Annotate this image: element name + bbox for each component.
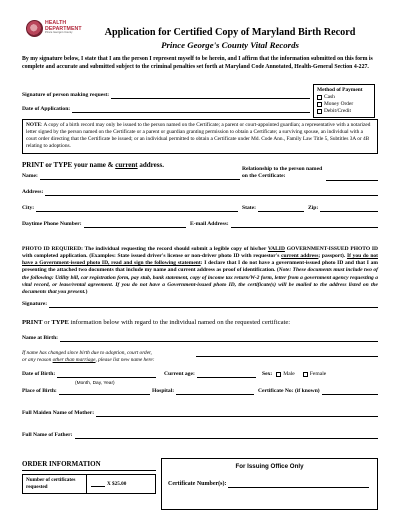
female-label: Female <box>309 371 327 377</box>
mother-name-field[interactable] <box>96 412 378 417</box>
father-name-label: Full Name of Father: <box>22 432 73 438</box>
phone-field[interactable] <box>84 223 186 228</box>
sex-label: Sex: <box>262 371 273 377</box>
order-heading: ORDER INFORMATION <box>22 460 101 468</box>
county-seal-icon <box>26 20 43 37</box>
form-subtitle: Prince George's County Vital Records <box>161 40 299 50</box>
email-label: E-mail Address: <box>190 221 229 227</box>
photo-signature-field[interactable] <box>49 303 378 308</box>
city-field[interactable] <box>36 207 238 212</box>
father-name-row <box>22 432 378 439</box>
certificates-count-field[interactable] <box>91 482 105 487</box>
certificates-count-label: Number of certificates requested <box>23 475 87 493</box>
date-application-label: Date of Application: <box>22 106 71 112</box>
phone-row <box>22 221 186 228</box>
hospital-label: Hospital: <box>152 388 175 394</box>
current-age-row <box>164 371 256 378</box>
dob-format-hint: (Month, Day, Year) <box>75 381 115 386</box>
date-application-row <box>22 106 310 113</box>
new-name-field[interactable] <box>196 352 378 357</box>
requester-signature-row <box>22 92 310 99</box>
state-row <box>242 205 304 212</box>
hospital-row <box>152 388 254 395</box>
address-field[interactable] <box>45 191 378 196</box>
mother-name-label: Full Maiden Name of Mother: <box>22 410 95 416</box>
registrant-heading: PRINT or TYPE information below with regard to the individual named on the requested certificate: <box>22 319 291 326</box>
dob-field[interactable] <box>57 373 156 378</box>
certificate-no-label: Certificate No: (if known) <box>258 388 320 394</box>
certificate-numbers-label: Certificate Number(s): <box>168 481 227 487</box>
name-at-birth-field[interactable] <box>60 337 378 342</box>
payment-option-cash[interactable]: Cash <box>317 94 371 101</box>
address-row <box>22 189 378 196</box>
city-row <box>22 205 238 212</box>
current-age-label: Current age: <box>164 371 195 377</box>
applicant-name-label: Name: <box>22 173 38 179</box>
requester-signature-field[interactable] <box>111 94 310 99</box>
city-label: City: <box>22 205 35 211</box>
pob-label: Place of Birth: <box>22 388 57 394</box>
name-at-birth-label: Name at Birth: <box>22 335 59 341</box>
state-field[interactable] <box>258 207 304 212</box>
photo-signature-label: Signature: <box>22 301 48 307</box>
address-label: Address: <box>22 189 44 195</box>
eligibility-note <box>22 119 378 154</box>
new-name-row <box>196 352 378 357</box>
logo-line2-text: DEPARTMENT <box>45 25 82 32</box>
requester-signature-label: Signature of person making request: <box>22 92 110 98</box>
payment-option-money-order[interactable]: Money Order <box>317 101 371 108</box>
issuing-office-heading: For Issuing Office Only <box>235 463 304 470</box>
debit-credit-checkbox[interactable] <box>317 109 322 114</box>
cash-checkbox[interactable] <box>317 95 322 100</box>
dob-row <box>22 371 156 378</box>
declaration-text: By my signature below, I state that I am the person I represent myself to be herein, and I affirm that the information submitted on this form is complete and accurate and submitted subject to the criminal penalties set forth at Maryland Code Annotated, Health-General Section 4-227. <box>22 56 373 70</box>
zip-field[interactable] <box>320 207 378 212</box>
note-text: : A copy of a birth record may only be issued to the person named on the Certificate; a parent or court-appointed guardian; a representative with a notarized letter signed by the person named on the Certificate or a parent or guardian granting permission to obtain a Certificate; a surviving spouse, an individual with a court order directing that the Certificate be issued; or an individual permitted to obtain a Certificate under Md. Code Ann., Family Law Title 5, Subtitles 3A or 4B relating to adoptions. <box>26 122 371 149</box>
pob-row <box>22 388 150 395</box>
certificate-no-row <box>258 388 378 395</box>
relationship-label: Relationship to the person named on the Certificate: <box>242 166 323 180</box>
female-checkbox[interactable] <box>303 372 308 377</box>
certificate-numbers-row <box>168 481 369 488</box>
phone-label: Daytime Phone Number: <box>22 221 82 227</box>
name-change-hint: If name has changed since birth due to adoption, court order, or any reason other than marriage, please list new name here: <box>22 350 155 363</box>
name-at-birth-row <box>22 335 378 342</box>
relationship-row <box>242 166 378 181</box>
hospital-field[interactable] <box>176 390 254 395</box>
certificate-no-field[interactable] <box>322 390 378 395</box>
certificate-numbers-field[interactable] <box>228 483 369 488</box>
applicant-name-row <box>22 173 240 180</box>
father-name-field[interactable] <box>75 434 379 439</box>
order-box <box>22 474 156 494</box>
mother-name-row <box>22 410 378 417</box>
photo-id-requirement: PHOTO ID REQUIRED: The individual requesting the record should submit a legible copy of his/her VALID GOVERNMENT-ISSUED PHOTO ID with completed application. (Examples: State issued driver's license or non-driver photo ID with requestor's current address; passport). If you do not have a Government-issued photo ID, read and sign the following statement: I declare that I do not have a government-issued photo ID and that I am presenting the attached two documents that include my name and current address as proof of identification. (Note: These documents must include two of the following: Utility bill, car registration form, pay stub, bank statement, copy of income tax return/W-2 form, letter from a government agency requesting a vital record, or lease/rental agreement. If you do not have a Government-issued photo ID, the certificate(s) will be mailed to the address listed on the documents that you present.) <box>22 246 379 295</box>
relationship-field[interactable] <box>326 176 378 181</box>
payment-heading: Method of Payment <box>317 86 363 93</box>
state-label: State: <box>242 205 256 211</box>
order-divider <box>22 470 156 471</box>
applicant-name-field[interactable] <box>40 175 240 180</box>
certificate-price: X $25.00 <box>107 480 127 487</box>
pob-field[interactable] <box>59 390 150 395</box>
dob-label: Date of Birth: <box>22 371 56 377</box>
logo-sub-text: Prince George's County <box>45 30 73 34</box>
payment-method-box <box>313 84 375 118</box>
sex-row <box>262 371 378 378</box>
male-checkbox[interactable] <box>276 372 281 377</box>
payment-option-debit-credit[interactable]: Debit/Credit <box>317 108 371 115</box>
logo-main-text: HEALTH <box>45 20 67 27</box>
date-application-field[interactable] <box>72 108 310 113</box>
note-label: NOTE <box>26 122 42 128</box>
form-title: Application for Certified Copy of Maryland Birth Record <box>104 27 356 38</box>
money-order-checkbox[interactable] <box>317 102 322 107</box>
applicant-heading: PRINT or TYPE your name & current address. <box>22 161 164 169</box>
male-label: Male <box>283 371 295 377</box>
zip-label: Zip: <box>308 205 319 211</box>
current-age-field[interactable] <box>197 373 256 378</box>
email-row <box>190 221 378 228</box>
zip-row <box>308 205 378 212</box>
email-field[interactable] <box>231 223 378 228</box>
photo-signature-row <box>22 301 378 308</box>
issuing-office-box <box>161 458 378 510</box>
